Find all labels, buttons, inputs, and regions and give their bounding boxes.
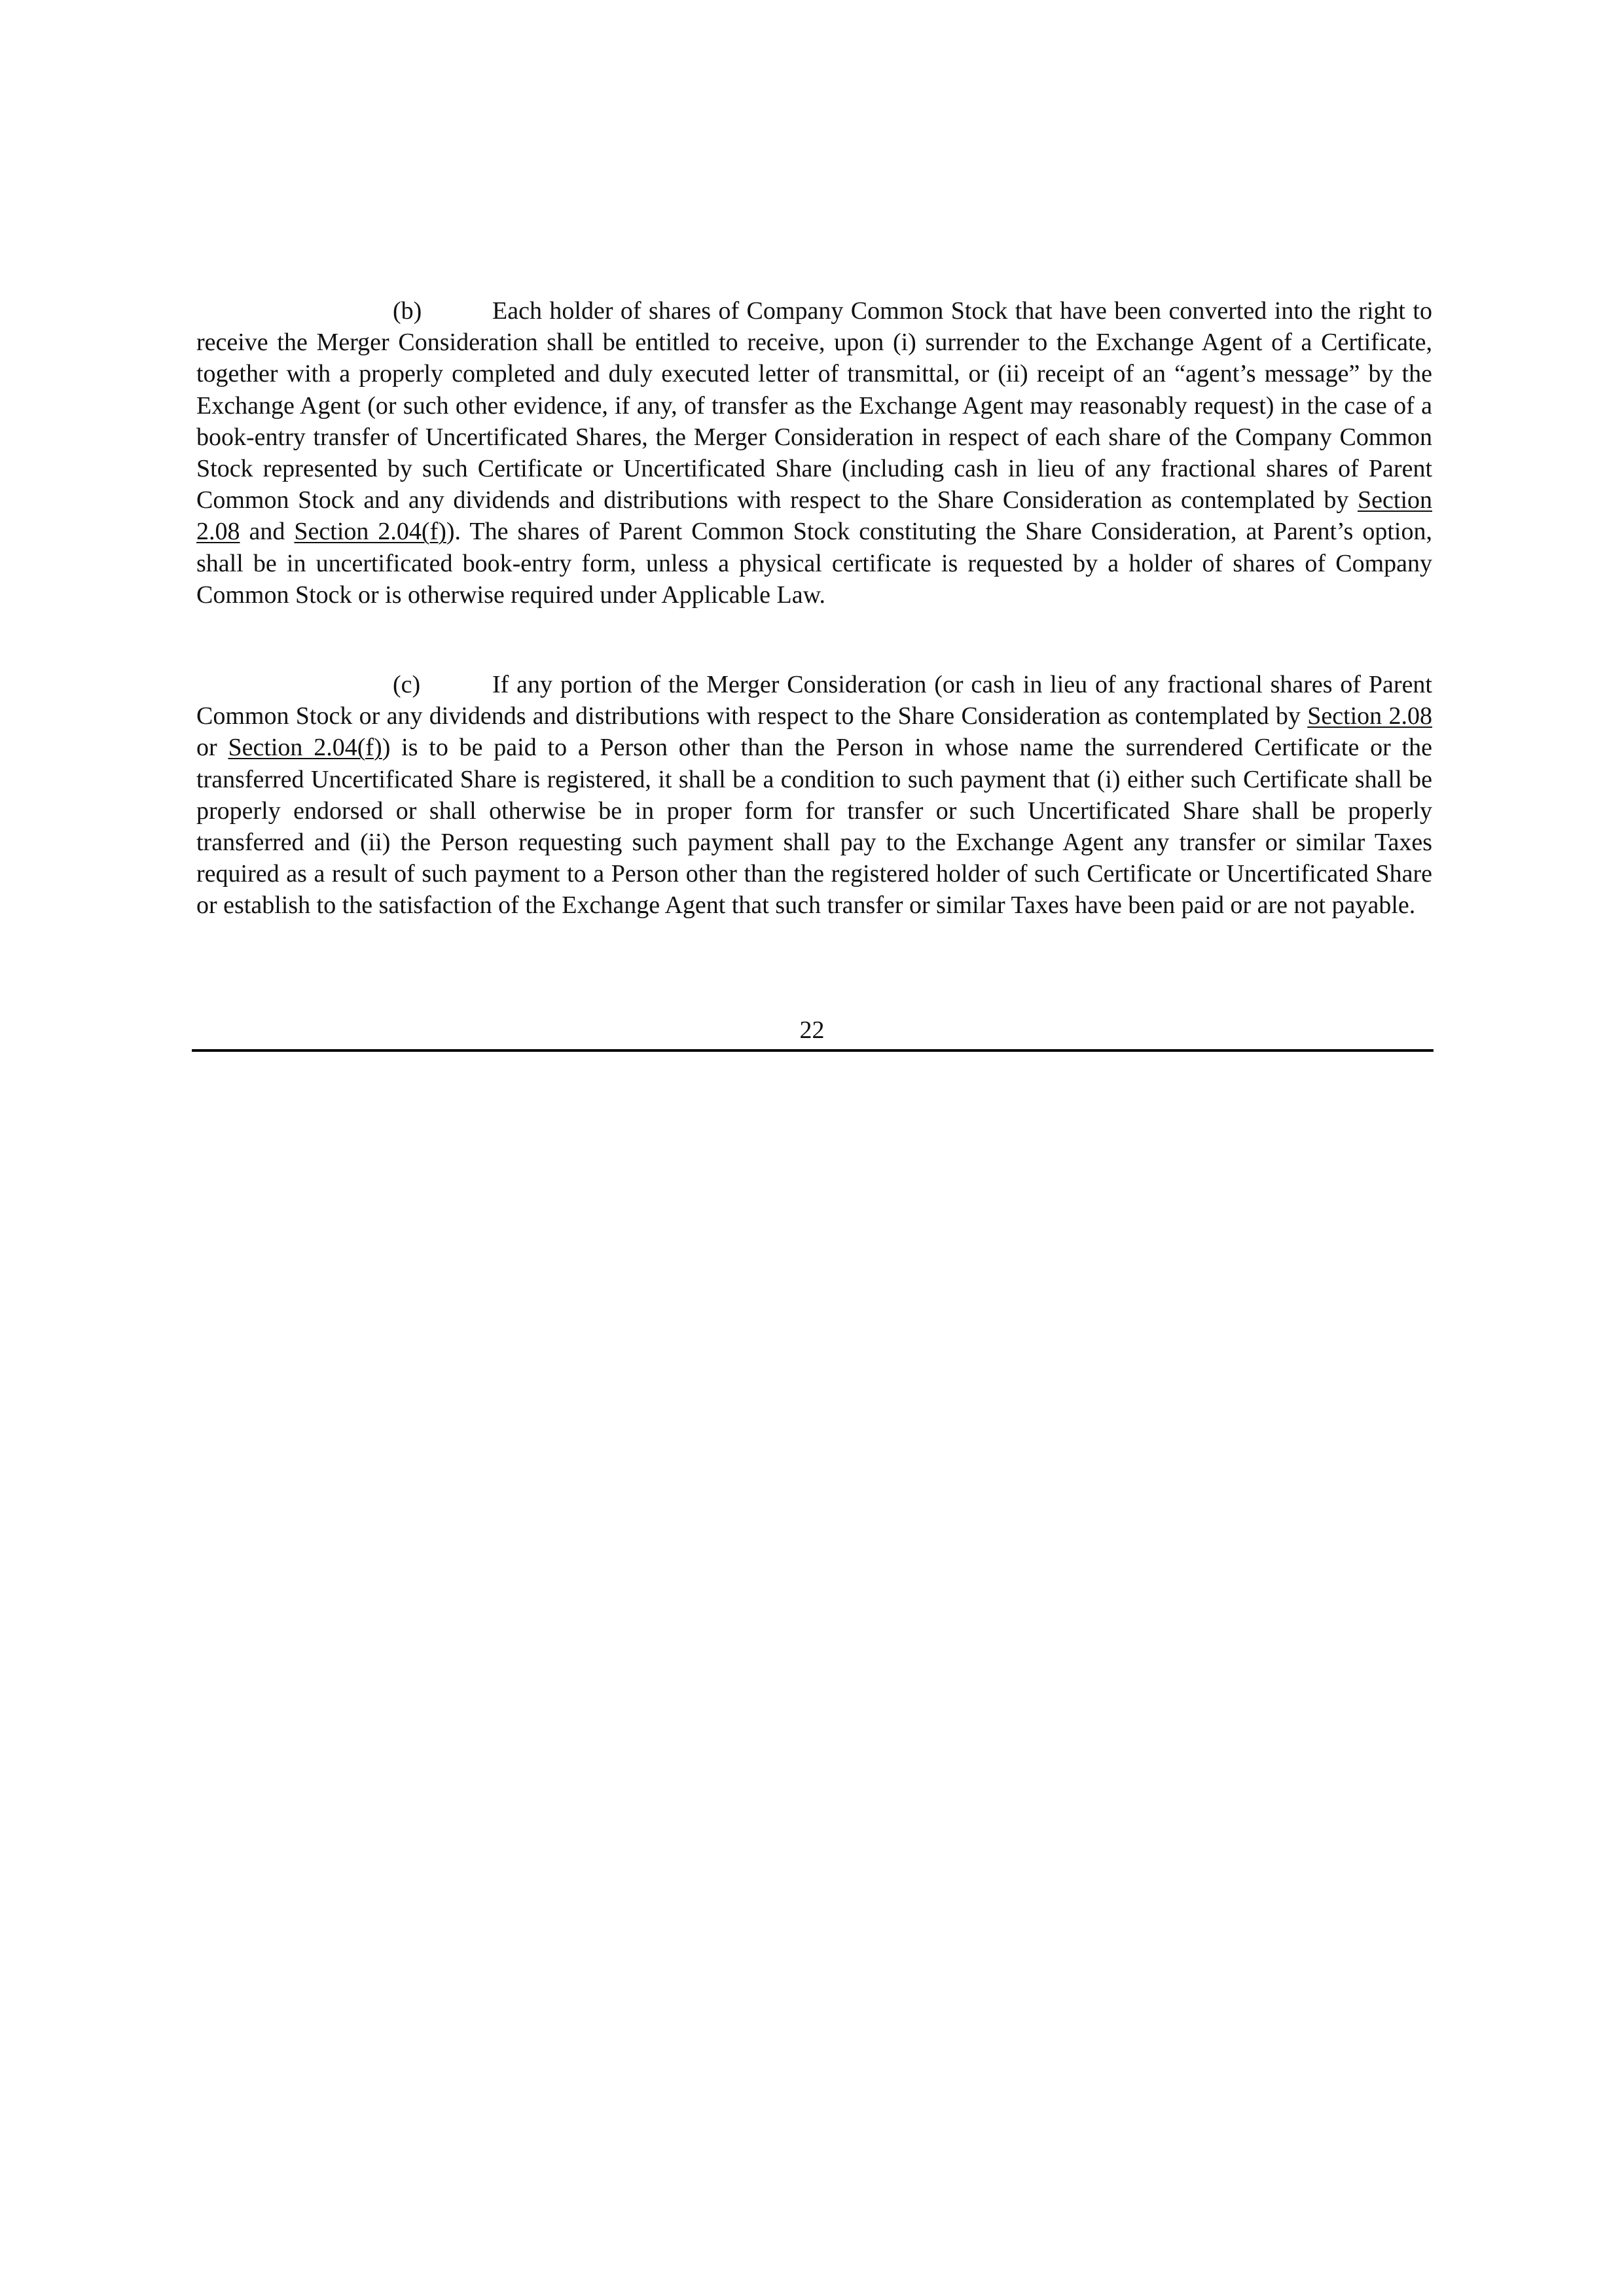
paragraph-c-label: (c) [393,671,421,698]
paragraph-b-text-1: Each holder of shares of Company Common Stock that have been converted into the right to receive the Merger Consideration shall be entitled to receive, upon (i) surrender to the Exchange Agent of a Certificate, together with a properly completed and duly executed letter of transmittal, or (ii) receipt of an “agent’s message” by the Exchange Agent (or such other evidence, if any, of transfer as the Exchange Agent may reasonably request) in the case of a book-entry transfer of Uncertificated Shares, the Merger Consideration in respect of each share of the Company Common Stock represented by such Certificate or Uncertificated Share (including cash in lieu of any fractional shares of Parent Common Stock and any dividends and distributions with respect to the Share Consideration as contemplated by [196,297,1432,514]
page-number: 22 [799,1016,825,1044]
paragraph-b-text-2: and [240,518,295,546]
footer-divider [192,1049,1434,1052]
paragraph-c-text-2: or [196,734,228,762]
section-2-08-reference: Section 2.08 [1307,702,1432,730]
paragraph-b [196,295,1432,611]
section-2-04f-reference: Section 2.04(f) [228,734,382,762]
paragraph-c-text-3: ) is to be paid to a Person other than the Person in whose name the surrendered Certificate or the transferred Uncertificated Share is registered, it shall be a condition to such payment that (i) either such Certificate shall be properly endorsed or shall otherwise be in proper form for transfer or such Uncertificated Share shall be properly transferred and (ii) the Person requesting such payment shall pay to the Exchange Agent any transfer or similar Taxes required as a result of such payment to a Person other than the registered holder of such Certificate or Uncertificated Share or establish to the satisfaction of the Exchange Agent that such transfer or similar Taxes have been paid or are not payable. [196,734,1433,920]
paragraph-b-label: (b) [393,297,422,325]
section-2-04f-reference: Section 2.04(f) [294,518,446,546]
paragraph-c-text-1: If any portion of the Merger Consideration (or cash in lieu of any fractional shares of Parent Common Stock or any dividends and distributions with respect to the Share Consideration as contemplated by [196,671,1432,730]
paragraph-b-text-3: ). The shares of Parent Common Stock constituting the Share Consideration, at Parent’s option, shall be in uncertificated book-entry form, unless a physical certificate is requested by a holder of shares of Company Common Stock or is otherwise required under Applicable Law. [196,518,1432,609]
section-2-08-reference: Section 2.08 [196,486,1432,546]
paragraph-c [196,669,1432,922]
